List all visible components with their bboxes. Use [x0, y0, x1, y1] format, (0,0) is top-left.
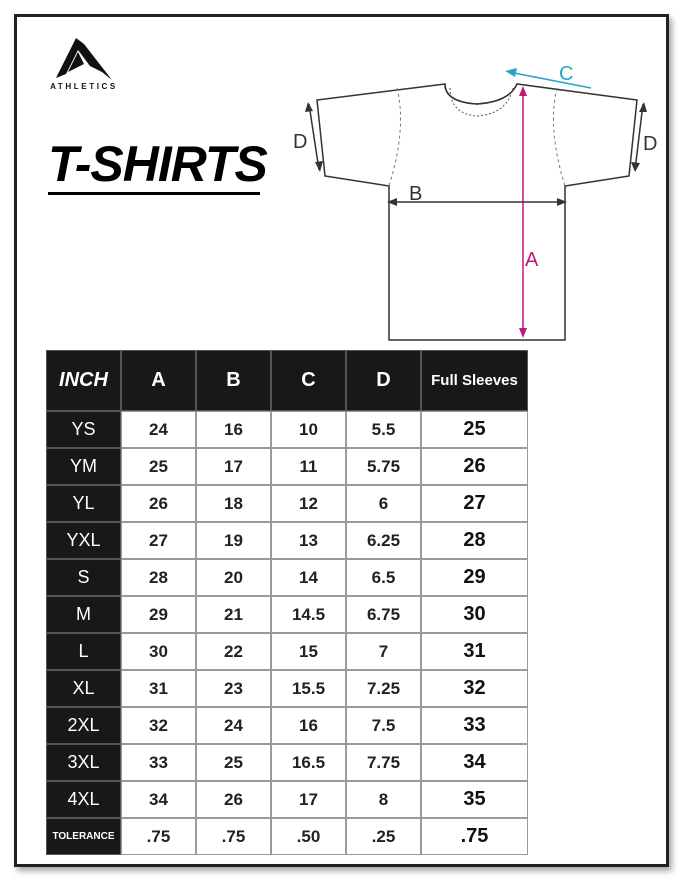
- cell-full-sleeves: 28: [421, 522, 528, 559]
- cell-d: 7.25: [346, 670, 421, 707]
- cell-d: 7: [346, 633, 421, 670]
- table-row: [46, 448, 528, 485]
- cell-full-sleeves: 35: [421, 781, 528, 818]
- cell-b: 24: [196, 707, 271, 744]
- cell-c: .50: [271, 818, 346, 855]
- cell-c: 14: [271, 559, 346, 596]
- cell-full-sleeves: 34: [421, 744, 528, 781]
- cell-full-sleeves: 30: [421, 596, 528, 633]
- row-size: L: [46, 633, 121, 670]
- cell-b: 17: [196, 448, 271, 485]
- cell-b: 22: [196, 633, 271, 670]
- cell-b: 16: [196, 411, 271, 448]
- row-size: YL: [46, 485, 121, 522]
- cell-d: 6: [346, 485, 421, 522]
- cell-b: 25: [196, 744, 271, 781]
- cell-c: 12: [271, 485, 346, 522]
- cell-d: 5.5: [346, 411, 421, 448]
- cell-c: 15.5: [271, 670, 346, 707]
- table-row: [46, 781, 528, 818]
- cell-full-sleeves: 25: [421, 411, 528, 448]
- row-size: 4XL: [46, 781, 121, 818]
- label-b: B: [409, 183, 423, 205]
- cell-d: 6.25: [346, 522, 421, 559]
- cell-b: 19: [196, 522, 271, 559]
- size-table: [46, 350, 528, 855]
- cell-c: 15: [271, 633, 346, 670]
- header-full-sleeves: Full Sleeves: [421, 350, 528, 411]
- cell-c: 17: [271, 781, 346, 818]
- cell-full-sleeves: 33: [421, 707, 528, 744]
- cell-full-sleeves: 26: [421, 448, 528, 485]
- brand-logo: [38, 36, 130, 98]
- cell-d: 6.5: [346, 559, 421, 596]
- row-size: 3XL: [46, 744, 121, 781]
- cell-a: 25: [121, 448, 196, 485]
- tshirt-diagram: [285, 58, 675, 348]
- table-row: [46, 596, 528, 633]
- label-a: A: [525, 249, 539, 271]
- cell-d: 7.75: [346, 744, 421, 781]
- cell-full-sleeves: 31: [421, 633, 528, 670]
- cell-a: .75: [121, 818, 196, 855]
- cell-c: 10: [271, 411, 346, 448]
- cell-full-sleeves: 29: [421, 559, 528, 596]
- cell-c: 13: [271, 522, 346, 559]
- row-size: YS: [46, 411, 121, 448]
- row-size: S: [46, 559, 121, 596]
- label-c: C: [559, 63, 574, 85]
- row-size: XL: [46, 670, 121, 707]
- cell-d: 5.75: [346, 448, 421, 485]
- row-size: M: [46, 596, 121, 633]
- cell-b: 20: [196, 559, 271, 596]
- cell-a: 24: [121, 411, 196, 448]
- table-row: [46, 559, 528, 596]
- table-row: [46, 522, 528, 559]
- cell-a: 26: [121, 485, 196, 522]
- cell-a: 30: [121, 633, 196, 670]
- cell-a: 32: [121, 707, 196, 744]
- cell-d: 6.75: [346, 596, 421, 633]
- cell-b: 26: [196, 781, 271, 818]
- header-a: A: [121, 350, 196, 411]
- cell-b: 18: [196, 485, 271, 522]
- cell-b: .75: [196, 818, 271, 855]
- cell-d: .25: [346, 818, 421, 855]
- table-row: [46, 485, 528, 522]
- row-size: YM: [46, 448, 121, 485]
- cell-full-sleeves: .75: [421, 818, 528, 855]
- brand-name: ATHLETICS: [50, 82, 118, 91]
- cell-b: 23: [196, 670, 271, 707]
- cell-full-sleeves: 32: [421, 670, 528, 707]
- tolerance-label: TOLERANCE: [46, 818, 121, 855]
- row-size: YXL: [46, 522, 121, 559]
- header-inch: INCH: [46, 350, 121, 411]
- cell-a: 33: [121, 744, 196, 781]
- cell-b: 21: [196, 596, 271, 633]
- cell-d: 8: [346, 781, 421, 818]
- cell-c: 14.5: [271, 596, 346, 633]
- header-b: B: [196, 350, 271, 411]
- cell-c: 11: [271, 448, 346, 485]
- table-row: [46, 670, 528, 707]
- header-c: C: [271, 350, 346, 411]
- cell-a: 27: [121, 522, 196, 559]
- header-d: D: [346, 350, 421, 411]
- cell-c: 16.5: [271, 744, 346, 781]
- table-row: [46, 411, 528, 448]
- table-row: [46, 744, 528, 781]
- row-size: 2XL: [46, 707, 121, 744]
- cell-a: 34: [121, 781, 196, 818]
- tshirt-outline: [317, 84, 637, 340]
- cell-c: 16: [271, 707, 346, 744]
- table-row: [46, 633, 528, 670]
- athletics-logo-icon: [54, 36, 114, 84]
- page-title: T-SHIRTS: [48, 136, 267, 192]
- cell-a: 31: [121, 670, 196, 707]
- tolerance-row: [46, 818, 528, 855]
- label-d-right: D: [643, 133, 658, 155]
- cell-full-sleeves: 27: [421, 485, 528, 522]
- table-row: [46, 707, 528, 744]
- label-d-left: D: [293, 131, 308, 153]
- cell-a: 28: [121, 559, 196, 596]
- left-sleeve-measure-line: [309, 104, 319, 170]
- cell-d: 7.5: [346, 707, 421, 744]
- cell-a: 29: [121, 596, 196, 633]
- title-underline: [48, 192, 260, 195]
- table-header-row: [46, 350, 528, 411]
